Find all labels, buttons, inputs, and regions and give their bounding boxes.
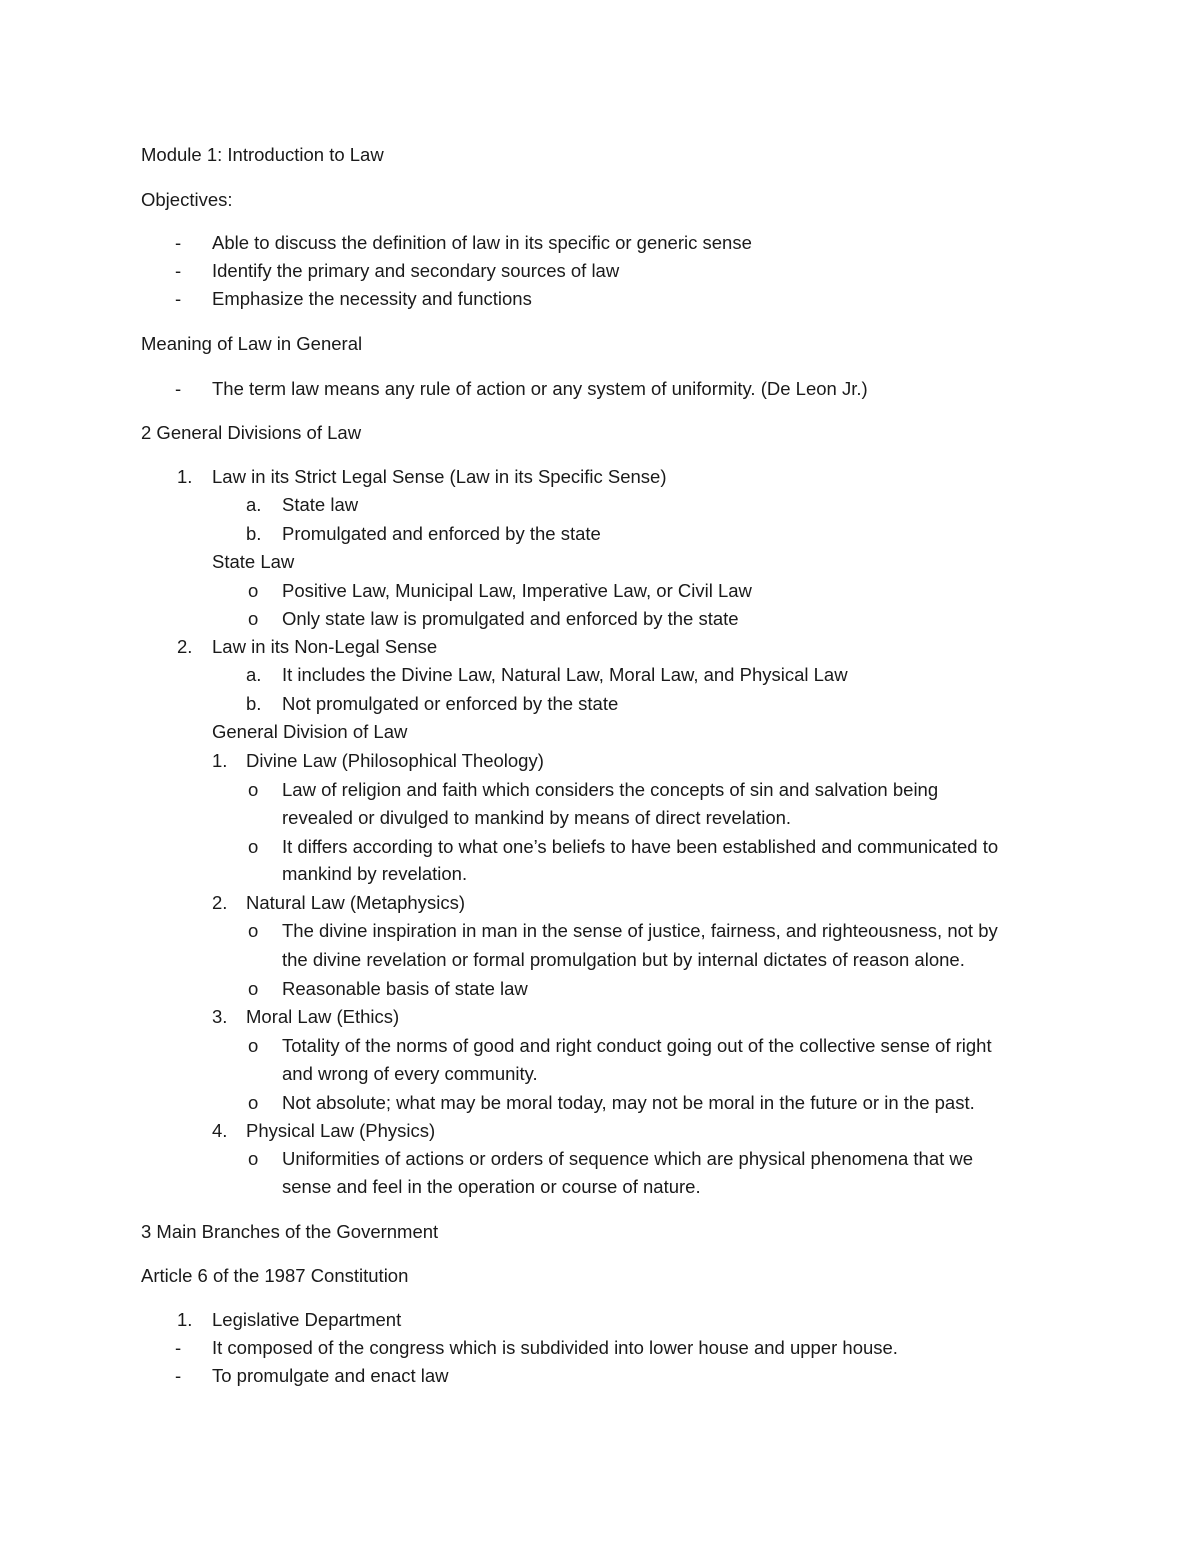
list-letter: a. bbox=[246, 664, 262, 685]
general-division-label: Moral Law (Ethics) bbox=[246, 1006, 400, 1027]
general-division-label: Physical Law (Physics) bbox=[246, 1120, 436, 1141]
legislative-text: To promulgate and enact law bbox=[212, 1365, 449, 1386]
circle-bullet: o bbox=[248, 920, 259, 941]
legislative-detail bbox=[0, 1336, 1200, 1360]
branches-heading: 3 Main Branches of the Government bbox=[141, 1221, 439, 1242]
general-division-item bbox=[0, 891, 1200, 915]
list-letter: b. bbox=[246, 693, 262, 714]
circle-bullet: o bbox=[248, 836, 259, 857]
subitem-text: State law bbox=[282, 494, 359, 515]
list-letter: b. bbox=[246, 523, 262, 544]
dash-bullet: - bbox=[175, 232, 182, 253]
circle-bullet: o bbox=[248, 608, 259, 629]
bullet-text: sense and feel in the operation or course of nature. bbox=[282, 1176, 701, 1197]
general-division-label: Divine Law (Philosophical Theology) bbox=[246, 750, 544, 771]
meaning-text: The term law means any rule of action or any system of uniformity. (De Leon Jr.) bbox=[212, 378, 868, 399]
list-number: 1. bbox=[177, 466, 193, 487]
list-number: 4. bbox=[212, 1120, 228, 1141]
circle-bullet: o bbox=[248, 1148, 259, 1169]
objective-item bbox=[0, 287, 1200, 311]
meaning-heading: Meaning of Law in General bbox=[141, 333, 363, 354]
list-number: 1. bbox=[177, 1309, 193, 1330]
meaning-heading-line bbox=[0, 332, 1200, 356]
division-item bbox=[0, 635, 1200, 659]
dash-bullet: - bbox=[175, 378, 182, 399]
general-division-label: Natural Law (Metaphysics) bbox=[246, 892, 465, 913]
bullet-continuation bbox=[0, 948, 1200, 972]
list-number: 1. bbox=[212, 750, 228, 771]
list-number: 3. bbox=[212, 1006, 228, 1027]
bullet-item bbox=[0, 579, 1200, 603]
legislative-detail bbox=[0, 1364, 1200, 1388]
circle-bullet: o bbox=[248, 779, 259, 800]
circle-bullet: o bbox=[248, 1035, 259, 1056]
bullet-item bbox=[0, 1034, 1200, 1058]
dash-bullet: - bbox=[175, 1337, 182, 1358]
general-division-item bbox=[0, 1119, 1200, 1143]
document-title-line bbox=[0, 143, 1200, 167]
subitem-text: Promulgated and enforced by the state bbox=[282, 523, 601, 544]
bullet-continuation bbox=[0, 1175, 1200, 1199]
bullet-text: Reasonable basis of state law bbox=[282, 978, 528, 999]
objectives-heading: Objectives: bbox=[141, 189, 233, 210]
objective-text: Able to discuss the definition of law in its specific or generic sense bbox=[212, 232, 752, 253]
bullet-text: The divine inspiration in man in the sense of justice, fairness, and righteousness, not by bbox=[282, 920, 998, 941]
list-letter: a. bbox=[246, 494, 262, 515]
general-division-item bbox=[0, 749, 1200, 773]
bullet-text: Only state law is promulgated and enforced by the state bbox=[282, 608, 739, 629]
division-item bbox=[0, 465, 1200, 489]
divisions-heading-line bbox=[0, 421, 1200, 445]
divisions-heading: 2 General Divisions of Law bbox=[141, 422, 362, 443]
subitem-text: It includes the Divine Law, Natural Law, Moral Law, and Physical Law bbox=[282, 664, 848, 685]
branches-heading-line bbox=[0, 1220, 1200, 1244]
division-label: Law in its Strict Legal Sense (Law in its Specific Sense) bbox=[212, 466, 667, 487]
division-subitem bbox=[0, 522, 1200, 546]
bullet-text: Totality of the norms of good and right conduct going out of the collective sense of right bbox=[282, 1035, 992, 1056]
bullet-text: and wrong of every community. bbox=[282, 1063, 538, 1084]
circle-bullet: o bbox=[248, 580, 259, 601]
state-law-subheading: State Law bbox=[212, 551, 295, 572]
bullet-text: It differs according to what one’s beliefs to have been established and communicated to bbox=[282, 836, 999, 857]
division-subitem bbox=[0, 493, 1200, 517]
bullet-text: Not absolute; what may be moral today, may not be moral in the future or in the past. bbox=[282, 1092, 975, 1113]
meaning-item bbox=[0, 377, 1200, 401]
dash-bullet: - bbox=[175, 288, 182, 309]
bullet-item bbox=[0, 607, 1200, 631]
article-heading-line bbox=[0, 1264, 1200, 1288]
general-division-subheading: General Division of Law bbox=[212, 721, 408, 742]
subheading-line bbox=[0, 550, 1200, 574]
bullet-item bbox=[0, 1091, 1200, 1115]
dash-bullet: - bbox=[175, 1365, 182, 1386]
list-number: 2. bbox=[177, 636, 193, 657]
subheading-line bbox=[0, 720, 1200, 744]
legislative-label: Legislative Department bbox=[212, 1309, 402, 1330]
bullet-text: mankind by revelation. bbox=[282, 863, 468, 884]
division-label: Law in its Non-Legal Sense bbox=[212, 636, 438, 657]
dash-bullet: - bbox=[175, 260, 182, 281]
bullet-continuation bbox=[0, 862, 1200, 886]
bullet-item bbox=[0, 778, 1200, 802]
legislative-item bbox=[0, 1308, 1200, 1332]
division-subitem bbox=[0, 663, 1200, 687]
objective-item bbox=[0, 231, 1200, 255]
bullet-item bbox=[0, 835, 1200, 859]
objective-text: Identify the primary and secondary sources of law bbox=[212, 260, 620, 281]
bullet-text: the divine revelation or formal promulgation but by internal dictates of reason alone. bbox=[282, 949, 965, 970]
bullet-continuation bbox=[0, 1062, 1200, 1086]
bullet-continuation bbox=[0, 806, 1200, 830]
bullet-text: Law of religion and faith which considers the concepts of sin and salvation being bbox=[282, 779, 939, 800]
subitem-text: Not promulgated or enforced by the state bbox=[282, 693, 619, 714]
bullet-text: Uniformities of actions or orders of sequence which are physical phenomena that we bbox=[282, 1148, 974, 1169]
objectives-heading-line bbox=[0, 188, 1200, 212]
objective-item bbox=[0, 259, 1200, 283]
objective-text: Emphasize the necessity and functions bbox=[212, 288, 532, 309]
document-title: Module 1: Introduction to Law bbox=[141, 144, 384, 165]
bullet-text: Positive Law, Municipal Law, Imperative Law, or Civil Law bbox=[282, 580, 752, 601]
circle-bullet: o bbox=[248, 978, 259, 999]
general-division-item bbox=[0, 1005, 1200, 1029]
bullet-item bbox=[0, 977, 1200, 1001]
list-number: 2. bbox=[212, 892, 228, 913]
circle-bullet: o bbox=[248, 1092, 259, 1113]
article-heading: Article 6 of the 1987 Constitution bbox=[141, 1265, 409, 1286]
bullet-text: revealed or divulged to mankind by means of direct revelation. bbox=[282, 807, 792, 828]
legislative-text: It composed of the congress which is subdivided into lower house and upper house. bbox=[212, 1337, 898, 1358]
bullet-item bbox=[0, 919, 1200, 943]
bullet-item bbox=[0, 1147, 1200, 1171]
division-subitem bbox=[0, 692, 1200, 716]
